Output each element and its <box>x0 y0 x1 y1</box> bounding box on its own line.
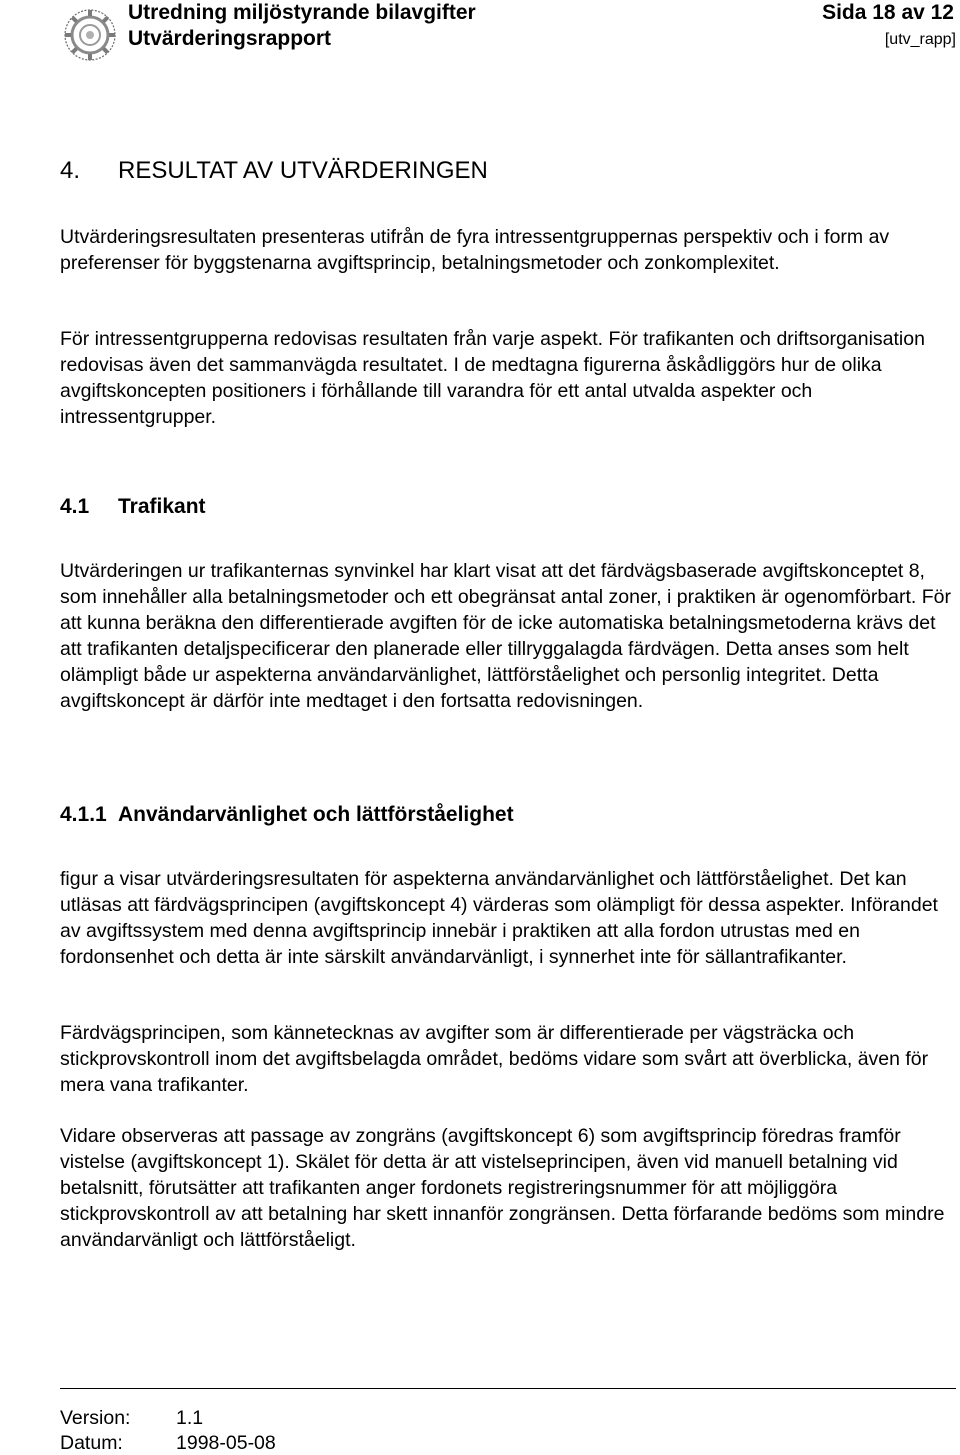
section-heading-4-1-1 <box>60 802 514 828</box>
document-code: [utv_rapp] <box>884 31 956 48</box>
paragraph: Utvärderingsresultaten presenteras utifrån de fyra intressentgruppernas perspektiv och i form av preferenser för byggstenarna avgiftsprincip, betalningsmetoder och zonkomplexitet. <box>60 226 890 274</box>
footer-divider <box>60 1388 956 1389</box>
page-header <box>0 0 960 72</box>
section-number: 4.1 <box>60 495 90 518</box>
section-heading-4-1 <box>60 494 206 520</box>
date-value: 1998-05-08 <box>176 1432 276 1454</box>
document-title: Utredning miljöstyrande bilavgifter <box>128 1 476 24</box>
section-title: RESULTAT AV UTVÄRDERINGEN <box>118 157 488 184</box>
document-subtitle: Utvärderingsrapport <box>128 27 332 50</box>
gear-seal-logo-icon <box>60 4 120 66</box>
footer-date <box>60 1431 276 1455</box>
date-label: Datum: <box>60 1432 123 1454</box>
paragraph: Färdvägsprincipen, som kännetecknas av avgifter som är differentierade per vägsträcka och stickprovskontroll inom det avgiftsbelagda området, bedöms vidare som svårt att överblicka, även för mera vana trafikanter. <box>60 1022 929 1096</box>
footer-version <box>60 1406 203 1430</box>
section-number: 4.1.1 <box>60 803 107 826</box>
page-number: Sida 18 av 12 <box>822 1 954 24</box>
paragraph: figur a visar utvärderingsresultaten för aspekterna användarvänlighet och lättförståelighet. Det kan utläsas att färdvägsprincipen (avgiftskoncept 4) värderas som olämpligt för dessa aspekter. Införandet av avgiftssystem med denna avgiftsprincip innebär i praktiken att alla fordon utrustas med en fordonsenhet och detta är inte särskilt användarvänligt, i synnerhet inte för sällantrafikanter. <box>60 868 938 968</box>
paragraph: För intressentgrupperna redovisas resultaten från varje aspekt. För trafikanten och driftsorganisation redovisas även det sammanvägda resultatet. I de medtagna figurerna åskådliggörs hur de olika avgiftskoncepten positioners i förhållande till varandra för ett antal utvalda aspekter och intressentgrupper. <box>60 328 925 428</box>
section-title: Trafikant <box>118 495 206 518</box>
paragraph: Vidare observeras att passage av zongräns (avgiftskoncept 6) som avgiftsprincip föredras framför vistelse (avgiftskoncept 1). Skälet för detta är att vistelseprincipen, även vid manuell betalning vid betalsnitt, förutsätter att trafikanten anger fordonets registreringsnummer för att möjliggöra stickprovskontroll av att betalning har skett innanför zongränsen. Detta förfarande bedöms som mindre användarvänligt och lättförståeligt. <box>60 1125 945 1251</box>
section-number: 4. <box>60 157 81 184</box>
version-label: Version: <box>60 1407 131 1429</box>
version-value: 1.1 <box>176 1407 204 1429</box>
section-heading-4 <box>60 157 488 185</box>
paragraph: Utvärderingen ur trafikanternas synvinkel har klart visat att det färdvägsbaserade avgiftskonceptet 8, som innehåller alla betalningsmetoder och ett obegränsat antal zoner, i praktiken är ogenomförbart. För att kunna beräkna den differentierade avgiften för de icke automatiska betalningsmetoderna krävs det att trafikanten detaljspecificerar den planerade eller tillryggalagda färdvägen. Detta anses som helt olämpligt både ur aspekterna användarvänlighet, lättförståelighet och personlig integritet. Detta avgiftskoncept är därför inte medtaget i den fortsatta redovisningen. <box>60 560 952 712</box>
section-title: Användarvänlighet och lättförståelighet <box>118 803 514 826</box>
